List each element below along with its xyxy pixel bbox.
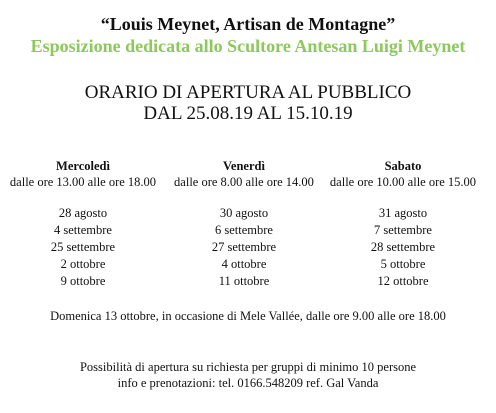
opening-hours-heading: ORARIO DI APERTURA AL PUBBLICO [84,82,412,103]
time-range: dalle ore 8.00 alle ore 14.00 [174,175,314,189]
group-visits-note: Possibilità di apertura su richiesta per gruppi di minimo 10 persone [79,360,417,374]
exhibition-title: “Louis Meynet, Artisan de Montagne” [100,14,396,34]
date-item: 28 agosto [58,206,108,220]
day-label: Sabato [384,159,422,173]
date-list [161,205,327,290]
schedule-column-wednesday [0,158,166,290]
date-item: 12 ottobre [377,274,429,288]
date-item: 6 settembre [215,223,273,237]
date-list [320,205,486,290]
opening-period: DAL 25.08.19 AL 15.10.19 [143,103,353,124]
date-item: 25 settembre [50,240,116,254]
date-item: 11 ottobre [218,274,270,288]
day-label: Venerdì [223,159,265,173]
date-item: 5 ottobre [380,257,426,271]
date-item: 7 settembre [374,223,432,237]
contact-info: info e prenotazioni: tel. 0166.548209 ref. Gal Vanda [117,376,379,390]
time-range: dalle ore 13.00 alle ore 18.00 [9,175,157,189]
date-item: 31 agosto [378,206,428,220]
date-item: 9 ottobre [60,274,106,288]
date-item: 30 agosto [219,206,269,220]
date-item: 4 ottobre [221,257,267,271]
date-item: 28 settembre [370,240,436,254]
schedule-column-friday [161,158,327,290]
date-item: 2 ottobre [60,257,106,271]
exhibition-subtitle: Esposizione dedicata allo Scultore Antesan Luigi Meynet [30,36,466,56]
day-label: Mercoledì [56,159,110,173]
date-item: 4 settembre [54,223,112,237]
date-list [0,205,166,290]
schedule-column-saturday [320,158,486,290]
special-opening-note: Domenica 13 ottobre, in occasione di Mele Vallée, dalle ore 9.00 alle ore 18.00 [50,309,446,323]
time-range: dalle ore 10.00 alle ore 15.00 [329,175,477,189]
date-item: 27 settembre [211,240,277,254]
